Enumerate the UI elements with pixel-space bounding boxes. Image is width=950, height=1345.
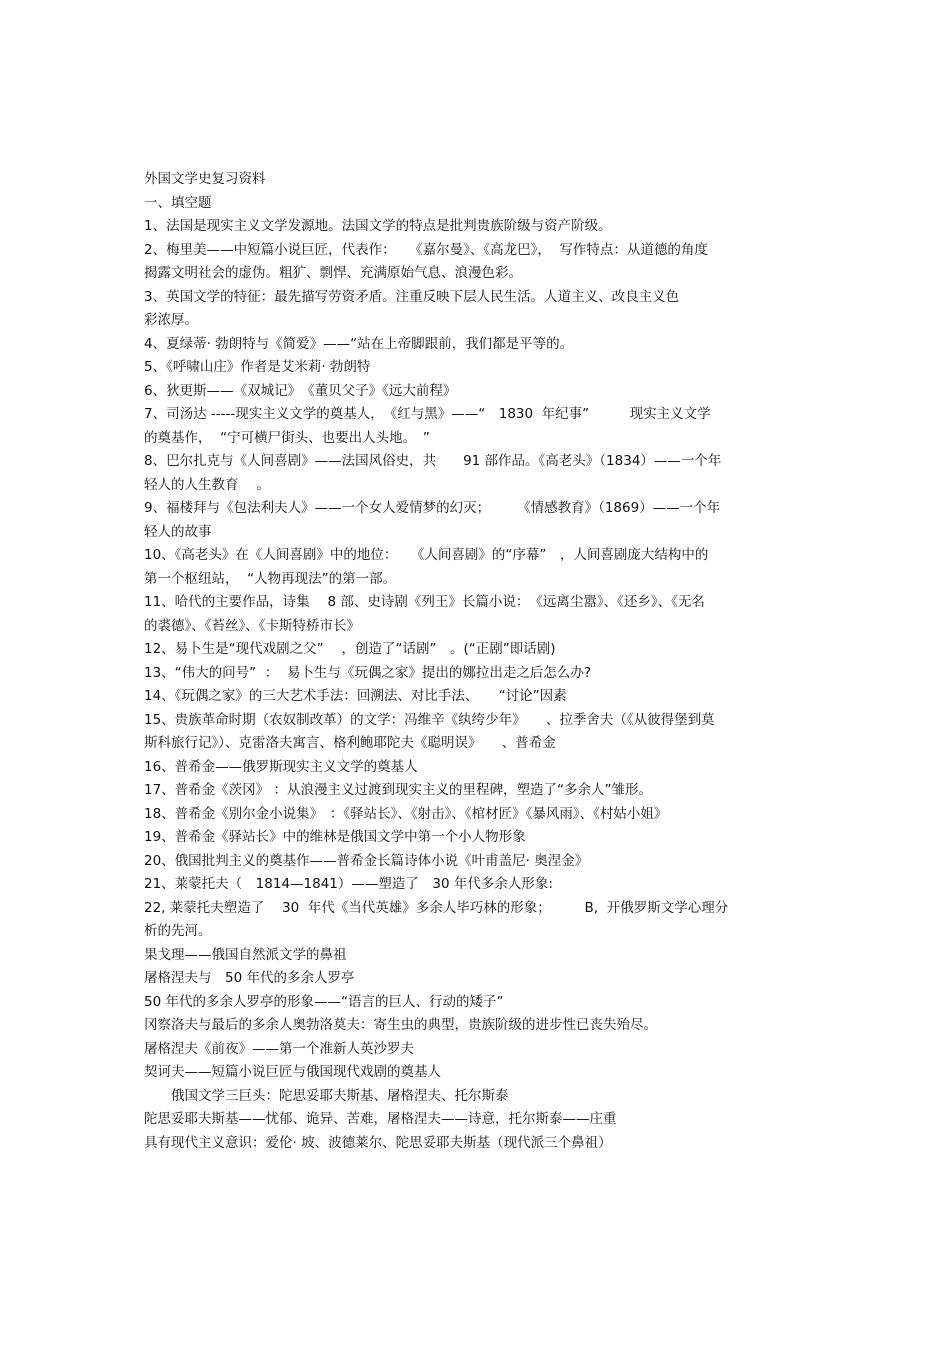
text-line: 11、哈代的主要作品，诗集 8 部、史诗剧《列王》长篇小说： 《远离尘嚣》、《还乡》、《无名: [144, 594, 705, 610]
text-line: 的奠基作， “宁可横尸街头、也要出人头地。 ”: [144, 429, 430, 446]
text-line: 果戈理——俄国自然派文学的鼻祖: [144, 946, 347, 963]
text-line: 1、法国是现实主义文学发源地。法国文学的特点是批判贵族阶级与资产阶级。: [144, 218, 612, 234]
text-line: 22, 莱蒙托夫塑造了 30 年代《当代英雄》多余人毕巧林的形象； B, 开俄罗斯文学心理分: [144, 899, 729, 916]
text-line: 斯科旅行记》）、克雷洛夫寓言、格利鲍耶陀夫《聪明误》 、普希金: [144, 735, 556, 751]
text-line: 19、普希金《驿站长》中的维林是俄国文学中第一个小人物形象: [144, 829, 526, 845]
text-line: 5、《呼啸山庄》作者是艾米莉· 勃朗特: [144, 359, 371, 375]
text-line: 屠格涅夫《前夜》——第一个准新人英沙罗夫: [144, 1040, 414, 1057]
text-line: 50 年代的多余人罗亭的形象——“语言的巨人、行动的矮子”: [144, 993, 504, 1010]
text-line: 9、福楼拜与《包法利夫人》——一个女人爱情梦的幻灭； 《情感教育》（1869）——一个年: [144, 500, 721, 516]
text-lines: [144, 215, 809, 1155]
text-line: 6、狄更斯——《双城记》 《董贝父子》《远大前程》: [144, 382, 457, 399]
text-line: 冈察洛夫与最后的多余人奥勃洛莫夫：寄生虫的典型，贵族阶级的进步性已丧失殆尽。: [144, 1017, 657, 1033]
text-line: 15、贵族革命时期（农奴制改革）的文学：冯维辛《纨绔少年》 、拉季舍夫（《从彼得堡到莫: [144, 711, 715, 728]
text-line: 俄国文学三巨头：陀思妥耶夫斯基、屠格涅夫、托尔斯泰: [144, 1087, 509, 1104]
text-line: 10、《高老头》在《人间喜剧》中的地位： 《人间喜剧》的“序幕” ，人间喜剧庞大结构中的: [144, 547, 709, 563]
text-line: 陀思妥耶夫斯基——忧郁、诡异、苦难，屠格涅夫——诗意，托尔斯泰——庄重: [144, 1111, 617, 1127]
text-line: 20、俄国批判主义的奠基作——普希金长篇诗体小说《叶甫盖尼· 奥涅金》: [144, 852, 589, 869]
text-line: 17、普希金《茨冈》 ：从浪漫主义过渡到现实主义的里程碑，塑造了“多余人”雏形。: [144, 782, 652, 798]
text-line: 轻人的故事: [144, 523, 212, 540]
text-line: 2、梅里美——中短篇小说巨匠，代表作： 《嘉尔曼》、《高龙巴》， 写作特点：从道德的角度: [144, 241, 708, 258]
text-line: 的裘德》、《苔丝》、《卡斯特桥市长》: [144, 617, 360, 634]
text-line: 8、巴尔扎克与《人间喜剧》——法国风俗史，共 91 部作品。《高老头》（1834）——一个年: [144, 453, 722, 469]
text-line: 4、夏绿蒂· 勃朗特与《简爱》——“站在上帝脚跟前，我们都是平等的。: [144, 335, 574, 352]
text-line: 18、普希金《别尔金小说集》 ：《驿站长》、《射击》、《棺材匠》《暴风雨》、《村姑小姐》: [144, 805, 668, 822]
text-line: 3、英国文学的特征：最先描写劳资矛盾。注重反映下层人民生活。人道主义、改良主义色: [144, 288, 680, 305]
text-line: 彩浓厚。: [144, 312, 198, 328]
text-line: 16、普希金——俄罗斯现实主义文学的奠基人: [144, 758, 418, 775]
text-line: 14、《玩偶之家》的三大艺术手法：回溯法、对比手法、 “讨论”因素: [144, 688, 567, 704]
text-line: 轻人的人生教育 。: [144, 476, 270, 493]
text-line: 揭露文明社会的虚伪。粗犷、剽悍、充满原始气息、浪漫色彩。: [144, 265, 522, 281]
text-line: 13、“伟大的问号” ： 易卜生与《玩偶之家》提出的娜拉出走之后怎么办?: [144, 664, 591, 681]
text-line: 析的先河。: [144, 923, 212, 939]
document-title: 外国文学史复习资料: [144, 171, 266, 187]
text-line: 7、司汤达 -----现实主义文学的奠基人， 《红与黑》——“ 1830 年纪事” 现实主义文学: [144, 406, 711, 422]
text-line: 第一个枢纽站， “人物再现法”的第一部。: [144, 570, 397, 587]
section-heading: 一、填空题: [144, 194, 212, 211]
text-line: 屠格涅夫与 50 年代的多余人罗亭: [144, 970, 355, 986]
text-line: 21、莱蒙托夫（ 1814—1841）——塑造了 30 年代多余人形象:: [144, 876, 553, 892]
document-body: [144, 168, 809, 1155]
text-line: 12、易卜生是“现代戏剧之父” ，创造了“话剧” 。(“正剧”即话剧): [144, 641, 556, 657]
text-line: 契诃夫——短篇小说巨匠与俄国现代戏剧的奠基人: [144, 1064, 441, 1080]
text-line: 具有现代主义意识：爱伦· 坡、波德莱尔、陀思妥耶夫斯基（现代派三个鼻祖）: [144, 1134, 612, 1151]
